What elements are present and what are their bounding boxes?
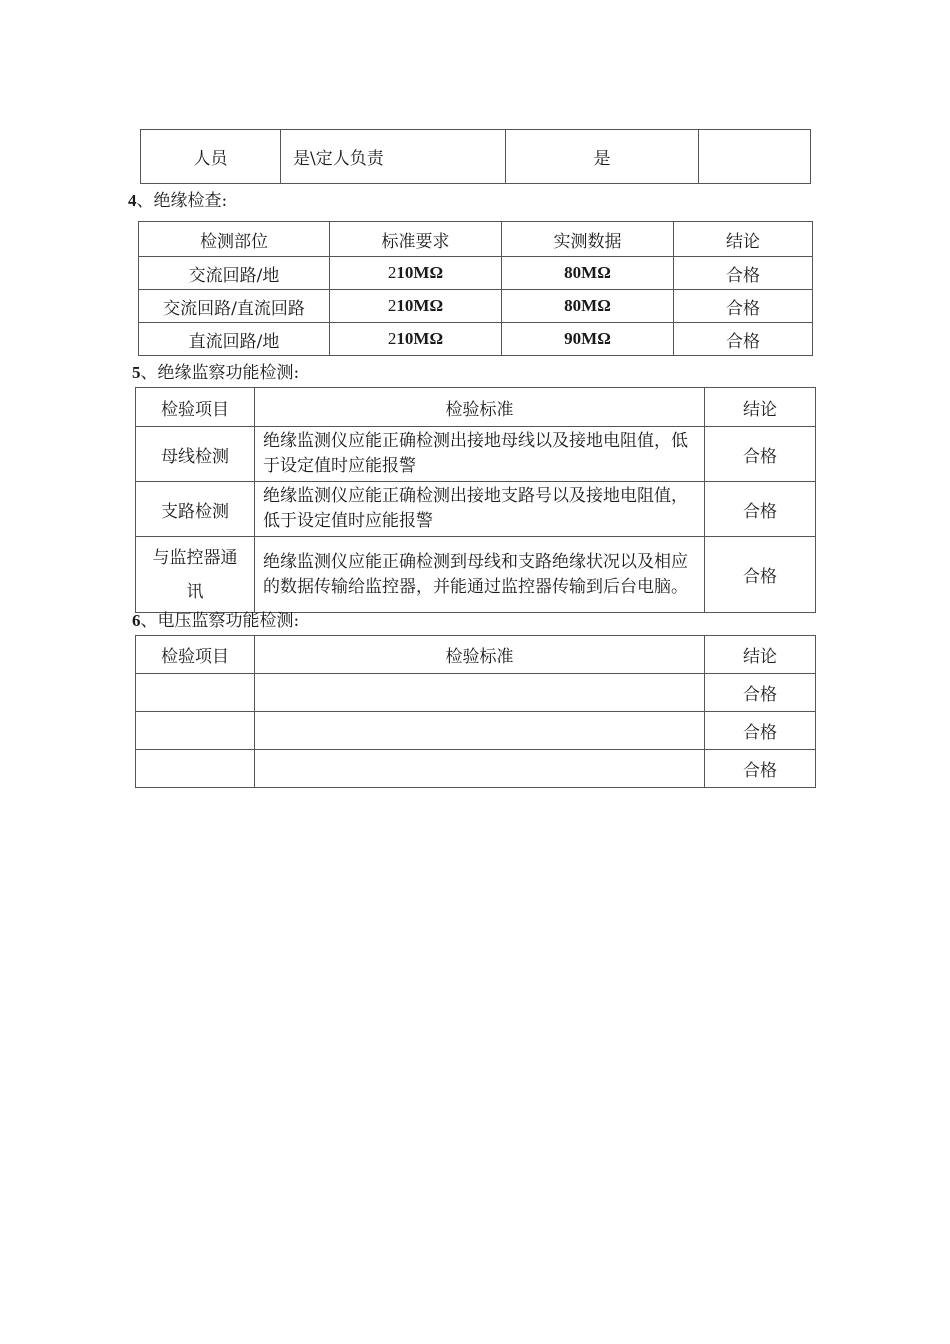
result-cell: 合格 — [705, 537, 816, 613]
standard-cell: 绝缘监测仪应能正确检测出接地母线以及接地电阻值，低于设定值时应能报警 — [255, 427, 705, 482]
section-5-heading: 5、绝缘监察功能检测: — [132, 363, 300, 383]
table-row — [136, 427, 816, 482]
table-header-row — [139, 222, 813, 257]
location-cell: 直流回路/地 — [139, 323, 330, 356]
result-cell: 合格 — [674, 323, 813, 356]
standard-cell: 210MΩ — [330, 290, 502, 323]
table-header-row — [136, 636, 816, 674]
result-cell: 合格 — [705, 482, 816, 537]
item-cell — [136, 674, 255, 712]
standard-cell — [255, 750, 705, 788]
column-header: 结论 — [705, 636, 816, 674]
measured-cell: 80MΩ — [502, 257, 674, 290]
result-cell: 合格 — [674, 290, 813, 323]
standard-cell: 210MΩ — [330, 257, 502, 290]
table-cell — [699, 130, 811, 184]
result-cell: 合格 — [674, 257, 813, 290]
standard-cell: 210MΩ — [330, 323, 502, 356]
standard-cell: 绝缘监测仪应能正确检测到母线和支路绝缘状况以及相应的数据传输给监控器，并能通过监控器传输到后台电脑。 — [255, 537, 705, 613]
result-cell: 合格 — [705, 427, 816, 482]
table-row — [136, 482, 816, 537]
column-header: 标准要求 — [330, 222, 502, 257]
result-cell: 合格 — [705, 712, 816, 750]
measured-cell: 80MΩ — [502, 290, 674, 323]
table-row — [136, 750, 816, 788]
table-row — [139, 323, 813, 356]
voltage-monitor-table — [135, 635, 816, 788]
section-6-heading: 6、电压监察功能检测: — [132, 611, 300, 631]
result-cell: 合格 — [705, 674, 816, 712]
section-4-heading: 4、绝缘检查: — [128, 191, 228, 211]
item-cell: 与监控器通讯 — [136, 537, 255, 613]
column-header: 结论 — [705, 388, 816, 427]
item-cell — [136, 712, 255, 750]
table-cell: 是 — [506, 130, 699, 184]
item-cell: 支路检测 — [136, 482, 255, 537]
table-row — [139, 290, 813, 323]
top-table — [140, 129, 811, 184]
column-header: 结论 — [674, 222, 813, 257]
table-row — [136, 537, 816, 613]
column-header: 检测部位 — [139, 222, 330, 257]
table-cell: 人员 — [141, 130, 281, 184]
item-cell: 母线检测 — [136, 427, 255, 482]
table-row — [139, 257, 813, 290]
column-header: 检验项目 — [136, 636, 255, 674]
table-row — [136, 712, 816, 750]
column-header: 检验标准 — [255, 388, 705, 427]
item-cell — [136, 750, 255, 788]
insulation-monitor-table — [135, 387, 816, 613]
insulation-check-table — [138, 221, 813, 356]
table-row — [141, 130, 811, 184]
result-cell: 合格 — [705, 750, 816, 788]
location-cell: 交流回路/地 — [139, 257, 330, 290]
column-header: 检验标准 — [255, 636, 705, 674]
table-header-row — [136, 388, 816, 427]
column-header: 实测数据 — [502, 222, 674, 257]
table-cell: 是\定人负责 — [281, 130, 506, 184]
measured-cell: 90MΩ — [502, 323, 674, 356]
table-row — [136, 674, 816, 712]
standard-cell — [255, 674, 705, 712]
standard-cell: 绝缘监测仪应能正确检测出接地支路号以及接地电阻值，低于设定值时应能报警 — [255, 482, 705, 537]
standard-cell — [255, 712, 705, 750]
column-header: 检验项目 — [136, 388, 255, 427]
location-cell: 交流回路/直流回路 — [139, 290, 330, 323]
